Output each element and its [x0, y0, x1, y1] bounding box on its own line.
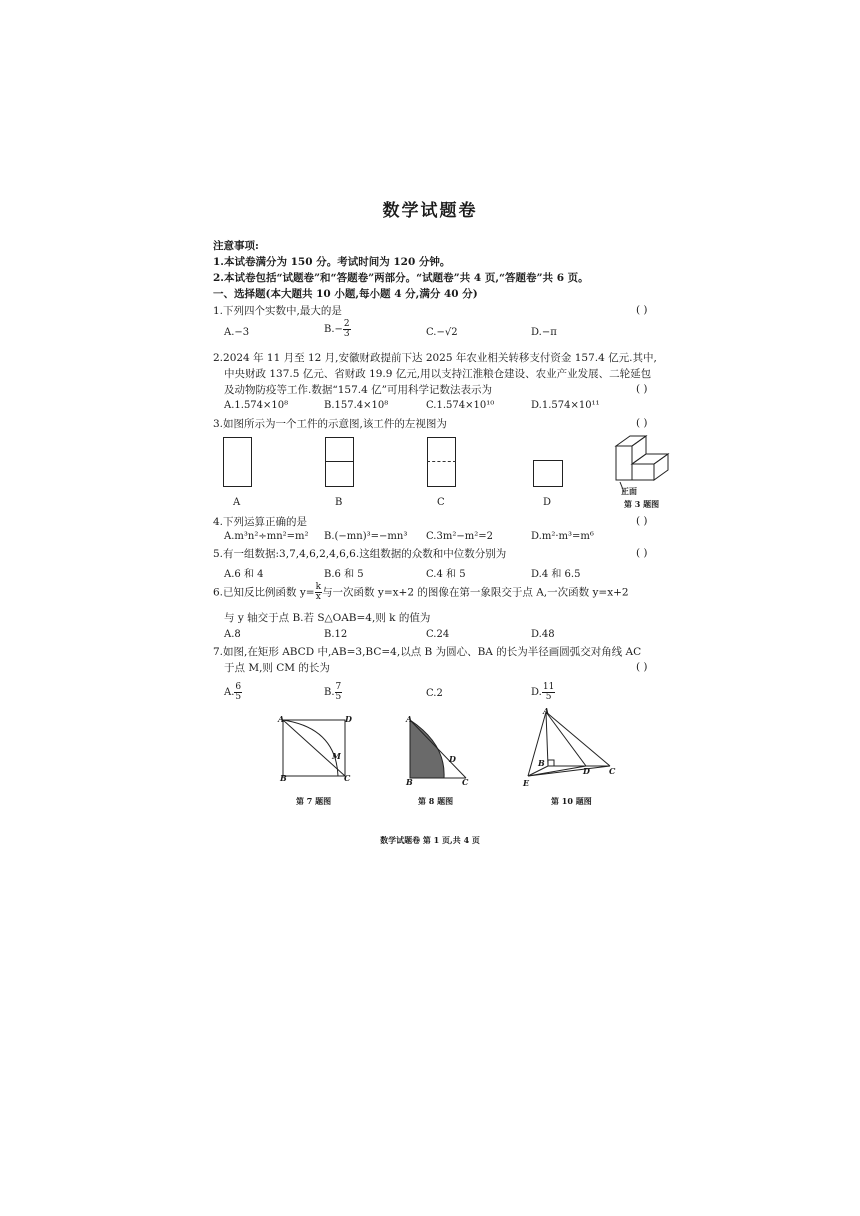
q3-front-label: 正面 [621, 486, 637, 496]
q1-stem: 1.下列四个实数中,最大的是 [213, 305, 342, 317]
q7-option-a: A. $\frac{6}{5}$ [224, 682, 242, 702]
q3-view-b [325, 437, 354, 487]
figure-7-label-m: M [332, 751, 341, 761]
q4-answer-paren: ( ) [636, 515, 648, 527]
q3-view-c-hidden-line [427, 461, 456, 462]
q6-option-d: D.48 [531, 629, 555, 640]
q2-option-b: B.157.4×10⁸ [324, 400, 389, 411]
figure-10-label-e: E [523, 778, 530, 788]
q2-option-a: A.1.574×10⁸ [224, 400, 289, 411]
notes-line-2: 2.本试卷包括“试题卷”和“答题卷”两部分。“试题卷”共 4 页,“答题卷”共 6 页。 [213, 272, 589, 284]
q6-option-b: B.12 [324, 629, 348, 640]
figure-7-label-c: C [344, 773, 351, 783]
q6-option-a: A.8 [224, 629, 241, 640]
q2-line-1: 2.2024 年 11 月至 12 月,安徽财政提前下达 2025 年农业相关转移支付资金 157.4 亿元.其中, [213, 352, 657, 364]
q2-option-c: C.1.574×10¹⁰ [426, 400, 495, 411]
figure-7-label-d: D [345, 714, 352, 724]
figure-7-label-b: B [280, 773, 287, 783]
figure-10 [520, 706, 620, 786]
q5-option-c: C.4 和 5 [426, 569, 466, 580]
figure-7-label-a: A [278, 714, 285, 724]
figure-8-label-b: B [406, 777, 413, 787]
figure-10-label-c: C [609, 766, 616, 776]
figure-10-label-d: D [583, 766, 590, 776]
q6-line-1: 6.已知反比例函数 y= $\frac{k}{x}$ 与一次函数 y=x+2 的图像在第一象限交于点 A,一次函数 y=x+2 [213, 582, 629, 602]
figure-8-label-d: D [449, 754, 456, 764]
q3-workpiece-figure [610, 432, 680, 492]
q3-view-d [533, 460, 563, 487]
q4-option-d: D.m²·m³=m⁶ [531, 531, 594, 542]
q3-label-d: D [543, 497, 552, 508]
q7-option-c: C.2 [426, 688, 443, 699]
q2-option-d: D.1.574×10¹¹ [531, 400, 600, 411]
q6-line-2: 与 y 轴交于点 B.若 S△OAB=4,则 k 的值为 [224, 612, 431, 624]
notes-line-1: 1.本试卷满分为 150 分。考试时间为 120 分钟。 [213, 256, 451, 268]
q3-answer-paren: ( ) [636, 417, 648, 429]
q5-stem: 5.有一组数据:3,7,4,6,2,4,6,6.这组数据的众数和中位数分别为 [213, 548, 507, 560]
q1-option-b: B.− $\frac{2}{3}$ [324, 319, 350, 339]
q5-option-b: B.6 和 5 [324, 569, 364, 580]
q6-option-c: C.24 [426, 629, 450, 640]
q2-line-3: 及动物防疫等工作.数据“157.4 亿”可用科学记数法表示为 [224, 384, 492, 396]
q7-line-2: 于点 M,则 CM 的长为 [224, 662, 330, 674]
q3-view-a [223, 437, 252, 487]
q5-option-a: A.6 和 4 [224, 569, 264, 580]
section-heading: 一、选择题(本大题共 10 小题,每小题 4 分,满分 40 分) [213, 288, 478, 300]
q3-view-b-divider [325, 461, 354, 462]
figure-7-caption: 第 7 题图 [296, 796, 332, 806]
q5-answer-paren: ( ) [636, 547, 648, 559]
q3-stem: 3.如图所示为一个工件的示意图,该工件的左视图为 [213, 418, 447, 430]
page-title: 数学试题卷 [382, 201, 478, 221]
q4-option-a: A.m³n²÷mn²=m² [224, 531, 309, 542]
q1-option-a: A.−3 [224, 327, 250, 338]
q7-option-b: B. $\frac{7}{5}$ [324, 682, 342, 702]
q4-stem: 4.下列运算正确的是 [213, 516, 308, 528]
q3-label-a: A [233, 497, 241, 508]
figure-8-label-a: A [406, 714, 413, 724]
q3-view-c [427, 437, 456, 487]
q7-line-1: 7.如图,在矩形 ABCD 中,AB=3,BC=4,以点 B 为圆心、BA 的长为半径画圆弧交对角线 AC [213, 646, 642, 658]
figure-10-label-b: B [538, 758, 545, 768]
figure-8-caption: 第 8 题图 [418, 796, 454, 806]
q3-label-b: B [335, 497, 343, 508]
figure-10-caption: 第 10 题图 [551, 796, 592, 806]
q7-answer-paren: ( ) [636, 661, 648, 673]
q4-option-c: C.3m²−m²=2 [426, 531, 493, 542]
q1-option-c: C.−√2 [426, 327, 458, 338]
notes-heading: 注意事项: [213, 240, 259, 252]
page-footer: 数学试题卷 第 1 页,共 4 页 [380, 835, 480, 845]
figure-10-label-a: A [543, 706, 550, 716]
q4-option-b: B.(−mn)³=−mn³ [324, 531, 408, 542]
q5-option-d: D.4 和 6.5 [531, 569, 581, 580]
q2-answer-paren: ( ) [636, 383, 648, 395]
q3-label-c: C [437, 497, 445, 508]
figure-8 [404, 714, 474, 784]
q7-option-d: D. $\frac{11}{5}$ [531, 682, 555, 702]
q2-line-2: 中央财政 137.5 亿元、省财政 19.9 亿元,用以支持江淮粮仓建设、农业产业发展、二轮延包 [224, 368, 652, 380]
q1-answer-paren: ( ) [636, 304, 648, 316]
q1-option-d: D.−π [531, 327, 557, 338]
figure-8-label-c: C [462, 777, 469, 787]
q3-figure-caption: 第 3 题图 [624, 499, 660, 509]
